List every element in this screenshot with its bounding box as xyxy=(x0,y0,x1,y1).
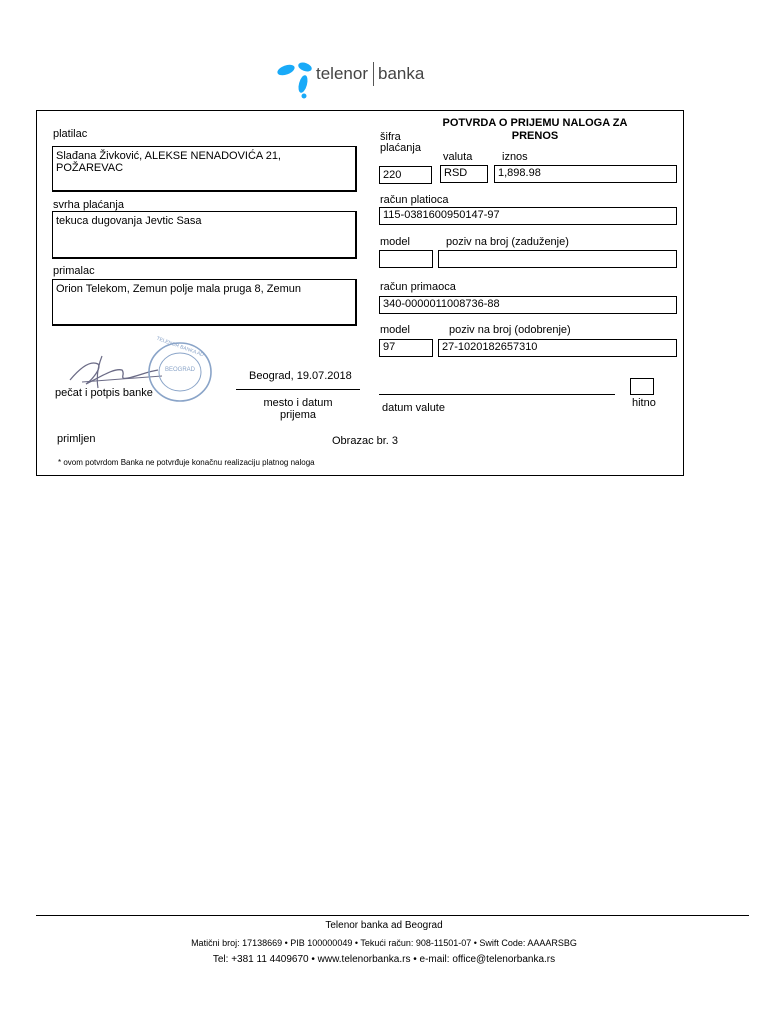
sifra-field: 220 xyxy=(379,166,432,184)
poziv-zaduzenje-field xyxy=(438,250,677,268)
svrha-label: svrha plaćanja xyxy=(53,199,124,211)
stamp-text-top: TELENOR BANKA AD xyxy=(155,335,205,359)
hitno-label: hitno xyxy=(632,397,656,409)
brand-product: banka xyxy=(378,64,425,83)
sifra-label-2: plaćanja xyxy=(380,142,421,154)
brand-divider xyxy=(373,62,374,86)
mesto-label-line1: mesto i datum xyxy=(263,397,333,409)
form-title xyxy=(430,117,640,143)
datum-valute-line xyxy=(379,394,615,395)
model-label: model xyxy=(380,236,410,248)
brand-name: telenor xyxy=(316,64,368,83)
telenor-banka-logo xyxy=(272,56,432,100)
hitno-checkbox[interactable] xyxy=(630,378,654,395)
poziv-odobrenje-field: 27-1020182657310 xyxy=(438,339,677,357)
model-odobrenje-field: 97 xyxy=(379,339,433,357)
racun-primaoca-field: 340-0000011008736-88 xyxy=(379,296,677,314)
mesto-label-line2: prijema xyxy=(279,409,317,421)
telenor-propeller-icon xyxy=(272,56,318,100)
racun-primaoca-label: račun primaoca xyxy=(380,281,456,293)
footer-line2: Matični broj: 17138669 • PIB 100000049 • Tekući račun: 908-11501-07 • Swift Code: AAAARSBG xyxy=(191,938,577,948)
poziv-odobrenje-label: poziv na broj (odobrenje) xyxy=(449,324,571,336)
primalac-label: primalac xyxy=(53,265,95,277)
footer-divider xyxy=(36,915,749,916)
footer-line1: Telenor banka ad Beograd xyxy=(325,920,443,931)
svrha-field xyxy=(52,211,357,259)
pecat-label: pečat i potpis banke xyxy=(55,387,153,399)
mesto-label xyxy=(236,397,360,421)
primalac-field xyxy=(52,279,357,326)
form-note: * ovom potvrdom Banka ne potvrđuje konačnu realizaciju platnog naloga xyxy=(58,458,315,467)
place-date-line xyxy=(236,389,360,390)
obrazac-label: Obrazac br. 3 xyxy=(332,435,399,447)
place-date-value: Beograd, 19.07.2018 xyxy=(249,370,352,382)
model-zaduzenje-field xyxy=(379,250,433,268)
footer-line3: Tel: +381 11 4409670 • www.telenorbanka.rs • e-mail: office@telenorbanka.rs xyxy=(212,954,556,965)
racun-platioca-label: račun platioca xyxy=(380,194,449,206)
primalac-value: Orion Telekom, Zemun polje mala pruga 8, Zemun xyxy=(56,283,301,295)
datum-valute-label: datum valute xyxy=(382,402,445,414)
platilac-label: platilac xyxy=(53,128,88,140)
sifra-label-1: šifra xyxy=(380,131,401,143)
poziv-zaduzenje-label: poziv na broj (zaduženje) xyxy=(446,236,569,248)
platilac-line2: POŽAREVAC xyxy=(56,162,124,174)
stamp-text-center: BEOGRAD xyxy=(164,367,195,373)
platilac-field xyxy=(52,146,357,192)
svrha-value: tekuca dugovanja Jevtic Sasa xyxy=(56,215,202,227)
model-odobrenje-label: model xyxy=(380,324,410,336)
iznos-label: iznos xyxy=(502,151,528,163)
form-title-line2: PRENOS xyxy=(511,130,559,142)
valuta-label: valuta xyxy=(443,151,473,163)
platilac-line1: Slađana Živković, ALEKSE NENADOVIĆA 21, xyxy=(56,150,281,162)
bank-stamp xyxy=(146,335,214,404)
form-title-line1: POTVRDA O PRIJEMU NALOGA ZA xyxy=(442,117,628,129)
racun-platioca-field: 115-0381600950147-97 xyxy=(379,207,677,225)
primljen-label: primljen xyxy=(57,433,96,445)
iznos-field: 1,898.98 xyxy=(494,165,677,183)
valuta-field: RSD xyxy=(440,165,488,183)
